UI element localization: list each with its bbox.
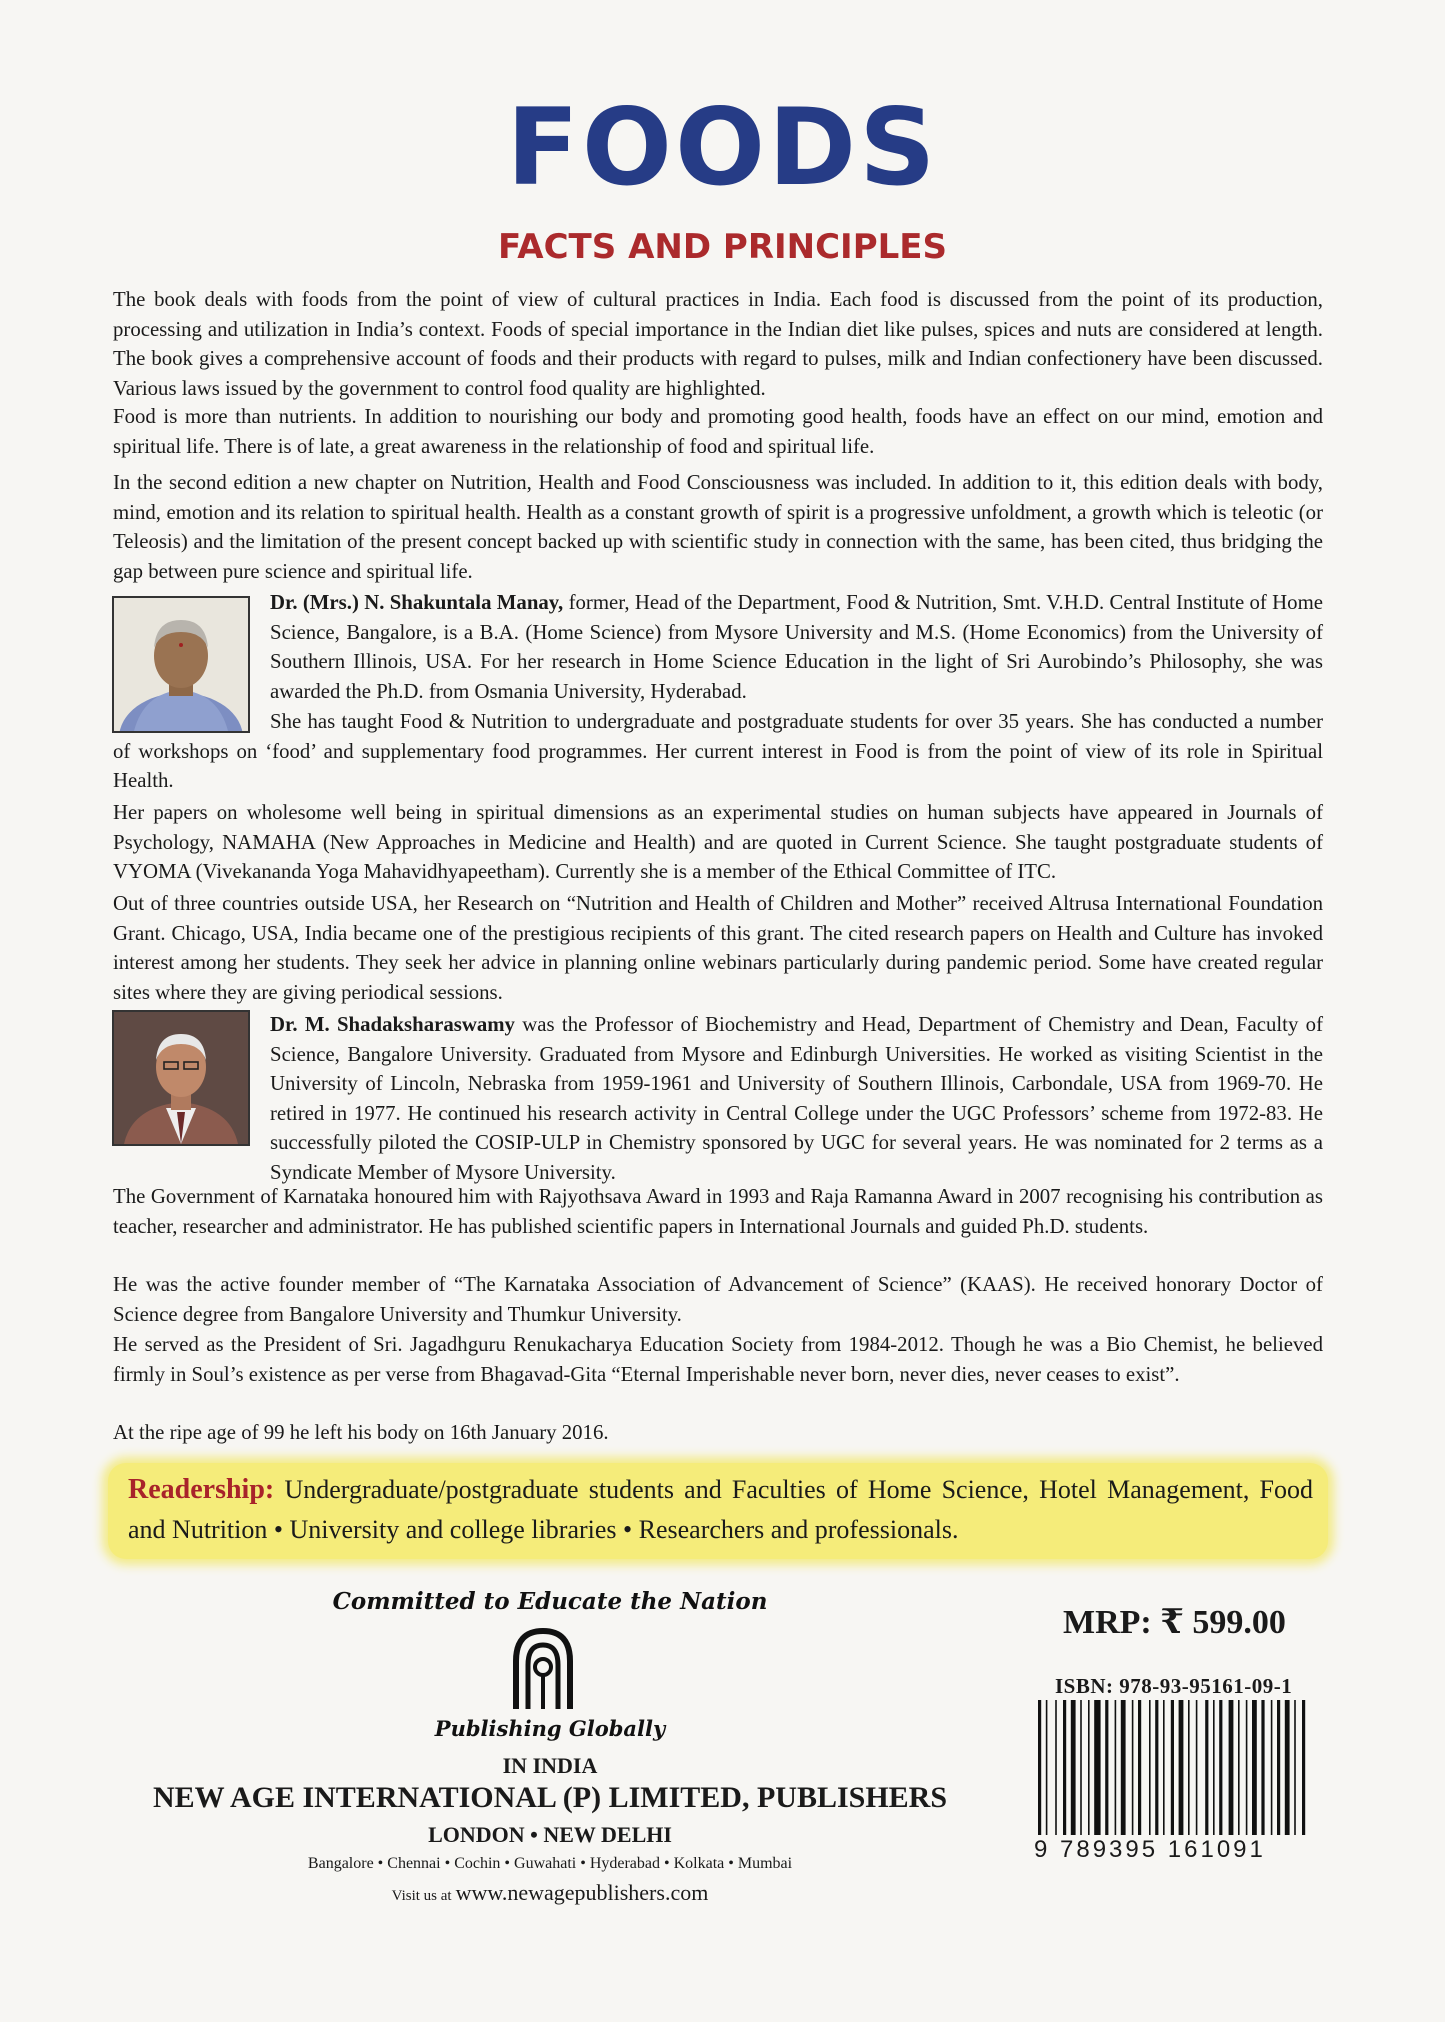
author1-name: Dr. (Mrs.) N. Shakuntala Manay, bbox=[270, 591, 564, 614]
readership-body: Undergraduate/postgraduate students and Faculties of Home Science, Hotel Management, Food and Nutrition • University and college libraries • Researchers and professionals. bbox=[128, 1475, 1313, 1544]
barcode-bar bbox=[1115, 1700, 1117, 1835]
barcode-bar bbox=[1121, 1700, 1126, 1835]
barcode-bar bbox=[1261, 1700, 1264, 1835]
author2-bio-3: He was the active founder member of “The Karnataka Association of Advancement of Science” (KAAS). He received honorary Doctor of Science degree from Bangalore University and Thumkur University. bbox=[113, 1273, 1323, 1326]
barcode-bar bbox=[1246, 1700, 1248, 1835]
book-subtitle: FACTS AND PRINCIPLES bbox=[497, 227, 948, 267]
author1-bio-1 bbox=[270, 588, 1323, 706]
barcode-bar bbox=[1229, 1700, 1234, 1835]
barcode-bar bbox=[1163, 1700, 1165, 1835]
barcode-bar bbox=[1277, 1700, 1280, 1835]
publisher-logo-icon bbox=[510, 1625, 576, 1711]
author1-bio-3: Her papers on wholesome well being in spiritual dimensions as an experimental studies on human subjects have appeared in Journals of Psychology, NAMAHA (New Approaches in Medicine and Health) and are quoted in Current Science. She taught postgraduate students of VYOMA (Vivekananda Yoga Mahavidhyapeetham). Currently she is a member of the Ethical Committee of ITC. bbox=[113, 801, 1323, 884]
barcode-bar bbox=[1094, 1700, 1100, 1835]
author1-bio-1-text: former, Head of the Department, Food & Nutrition, Smt. V.H.D. Central Institute of Home Science, Bangalore, is a B.A. (Home Science) from Mysore University and M.S. (Home Economics) from the University of Southern Illinois, USA. For her research in Home Science Education in the light of Sri Aurobindo’s Philosophy, she was awarded the Ph.D. from Osmania University, Hyderabad. bbox=[270, 591, 1323, 703]
book-title: FOODS bbox=[506, 86, 939, 209]
author2-bio-1 bbox=[270, 1010, 1323, 1187]
barcode-bar bbox=[1271, 1700, 1273, 1835]
author2-bio-1-text: was the Professor of Biochemistry and Head, Department of Chemistry and Dean, Faculty of Science, Bangalore University. Graduated from Mysore and Edinburgh Universities. He worked as visiting Scientist in the University of Lincoln, Nebraska from 1959-1961 and University of Southern Illinois, Carbondale, USA from 1969-70. He retired in 1977. He continued his research activity in Central College under the UGC Professors’ scheme from 1972-83. He successfully piloted the COSIP-ULP in Chemistry sponsored by UGC for several years. He was nominated for 2 terms as a Syndicate Member of Mysore University. bbox=[270, 1013, 1323, 1184]
barcode-bar bbox=[1063, 1700, 1066, 1835]
intro-paragraph-1: The book deals with foods from the point of view of cultural practices in India. Each food is discussed from the point of its production, processing and utilization in India’s context. Foods of special importance in the Indian diet like pulses, spices and nuts are considered at length. The book gives a comprehensive account of foods and their products with regard to pulses, milk and Indian confectionery have been discussed. Various laws issued by the government to control food quality are highlighted. bbox=[113, 288, 1323, 400]
publisher-website-link[interactable]: www.newagepublishers.com bbox=[455, 1880, 709, 1905]
publishing-globally: Publishing Globally bbox=[434, 1716, 666, 1741]
barcode-bar bbox=[1285, 1700, 1290, 1835]
intro-paragraph-2: Food is more than nutrients. In addition to nourishing our body and promoting good health, foods have an effect on our mind, emotion and spiritual life. There is of late, a great awareness in the relationship of food and spiritual life. bbox=[113, 405, 1323, 458]
mrp-price: MRP: ₹ 599.00 bbox=[1063, 1604, 1286, 1641]
publisher-website-line bbox=[0, 1880, 1100, 1906]
barcode-bar bbox=[1205, 1700, 1208, 1835]
author2-name: Dr. M. Shadaksharaswamy bbox=[270, 1013, 515, 1036]
barcode-digits: 9 789395 161091 bbox=[1034, 1836, 1266, 1863]
barcode-bar bbox=[1038, 1700, 1041, 1835]
barcode-bar bbox=[1105, 1700, 1108, 1835]
barcode-bar bbox=[1132, 1700, 1134, 1835]
barcode-bar bbox=[1080, 1700, 1082, 1835]
barcode-bar bbox=[1088, 1700, 1090, 1835]
barcode-bar bbox=[1055, 1700, 1057, 1835]
barcode-bar bbox=[1219, 1700, 1222, 1835]
author1-bio-4: Out of three countries outside USA, her Research on “Nutrition and Health of Children and Mother” received Altrusa International Foundation Grant. Chicago, USA, India became one of the prestigious recipients of this grant. The cited research papers on Health and Culture has invoked interest among her students. They seek her advice in planning online webinars particularly during pandemic period. Some have created regular sites where they are giving periodical sessions. bbox=[113, 892, 1323, 1004]
publisher-cities-other: Bangalore • Chennai • Cochin • Guwahati • Hyderabad • Kolkata • Mumbai bbox=[307, 1855, 793, 1872]
barcode-bar bbox=[1252, 1700, 1257, 1835]
publisher-tagline: Committed to Educate the Nation bbox=[332, 1588, 768, 1615]
author2-bio-5: At the ripe age of 99 he left his body on 16th January 2016. bbox=[113, 1421, 609, 1444]
publisher-name: NEW AGE INTERNATIONAL (P) LIMITED, PUBLISHERS bbox=[152, 1781, 948, 1814]
visit-label: Visit us at bbox=[391, 1888, 452, 1904]
intro-paragraph-3: In the second edition a new chapter on Nutrition, Health and Food Consciousness was included. In addition to it, this edition deals with body, mind, emotion and its relation to spiritual health. Health as a constant growth of spirit is a progressive unfoldment, a growth which is teleotic (or Teleosis) and the limitation of the present concept backed up with scientific study in connection with the same, has been cited, thus bridging the gap between pure science and spiritual life. bbox=[113, 471, 1323, 583]
author2-photo bbox=[112, 1010, 250, 1146]
barcode-bar bbox=[1188, 1700, 1190, 1835]
barcode-bar bbox=[1238, 1700, 1240, 1835]
readership-label: Readership: bbox=[128, 1474, 275, 1505]
barcode-bar bbox=[1071, 1700, 1076, 1835]
barcode-bar bbox=[1294, 1700, 1296, 1835]
author2-bio-2: The Government of Karnataka honoured him with Rajyothsava Award in 1993 and Raja Ramanna Award in 2007 recognising his contribution as teacher, researcher and administrator. He has published scientific papers in International Journals and guided Ph.D. students. bbox=[113, 1185, 1323, 1238]
barcode-bar bbox=[1179, 1700, 1184, 1835]
barcode-bar bbox=[1196, 1700, 1198, 1835]
publisher-in-india: IN INDIA bbox=[502, 1753, 598, 1778]
publisher-cities-main: LONDON • NEW DELHI bbox=[428, 1822, 672, 1847]
barcode-bar bbox=[1149, 1700, 1151, 1835]
barcode-bar bbox=[1213, 1700, 1215, 1835]
barcode-bar bbox=[1155, 1700, 1158, 1835]
author2-bio-4: He served as the President of Sri. Jagadhguru Renukacharya Education Society from 1984-2012. Though he was a Bio Chemist, he believed firmly in Soul’s existence as per verse from Bhagavad-Gita “Eternal Imperishable never born, never dies, never ceases to exist”. bbox=[113, 1333, 1323, 1386]
author1-bio-2: She has taught Food & Nutrition to undergraduate and postgraduate students for over 35 years. She has conducted a number of workshops on ‘food’ and supplementary food programmes. Her current interest in Food is from the point of view of its role in Spiritual Health. bbox=[113, 710, 1323, 793]
isbn: ISBN: 978-93-95161-09-1 bbox=[1055, 1674, 1293, 1698]
barcode-bar bbox=[1138, 1700, 1141, 1835]
readership-text bbox=[128, 1470, 1313, 1548]
isbn-barcode bbox=[1034, 1700, 1334, 1835]
barcode-bar bbox=[1046, 1700, 1048, 1835]
barcode-bar bbox=[1302, 1700, 1305, 1835]
barcode-bar bbox=[1171, 1700, 1174, 1835]
